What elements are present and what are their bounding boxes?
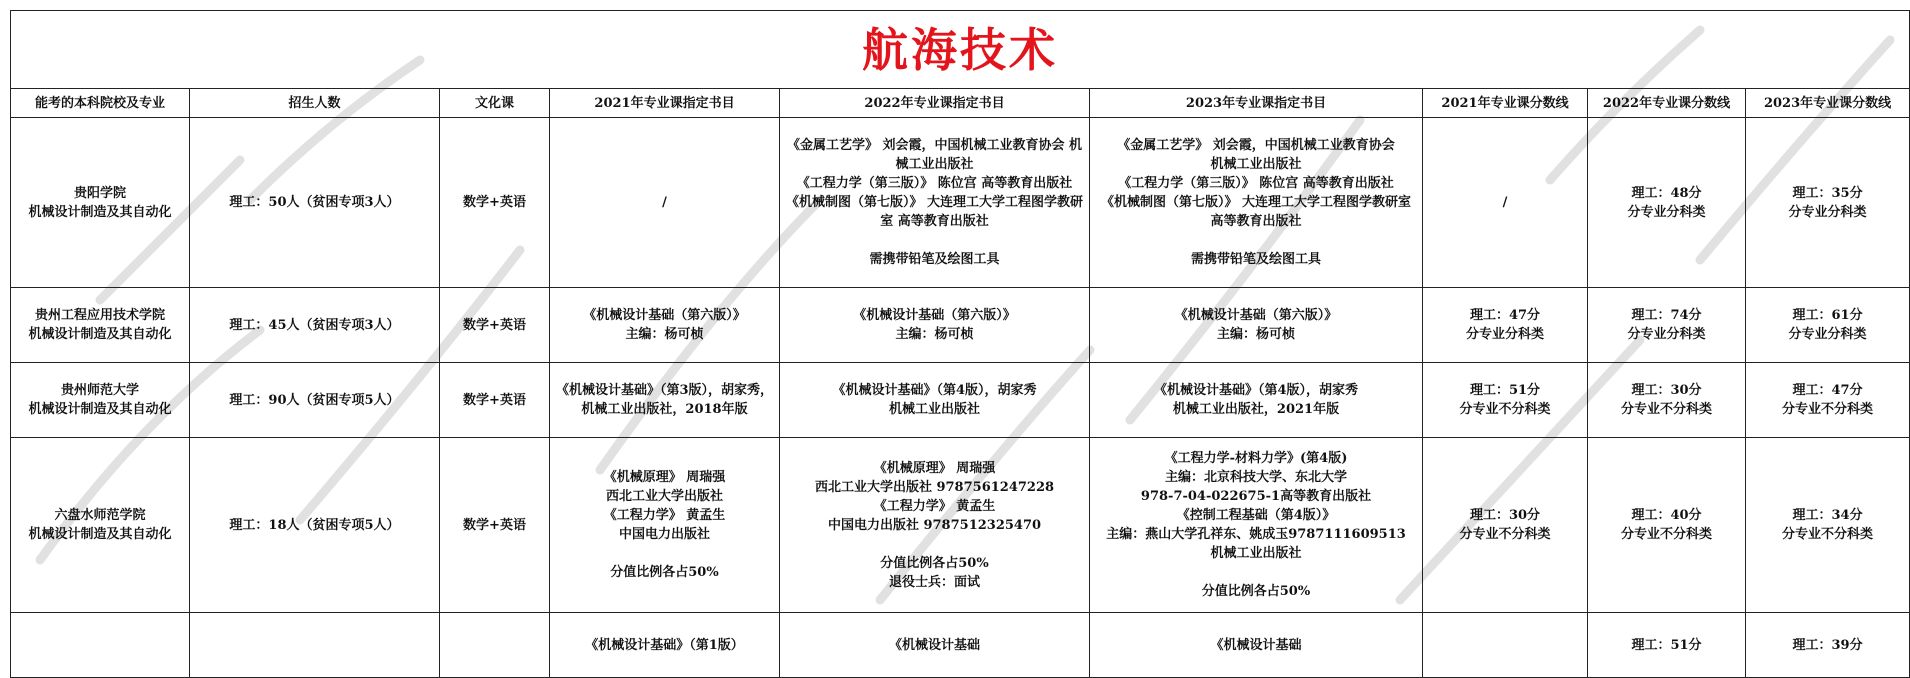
table-cell: 《机械设计基础	[780, 613, 1090, 678]
table-cell: 理工：30分 分专业不分科类	[1588, 363, 1746, 438]
header-cell: 文化课	[440, 89, 550, 118]
table-cell: 理工：34分 分专业不分科类	[1746, 438, 1910, 613]
table-cell: 理工：61分 分专业分科类	[1746, 288, 1910, 363]
table-cell: /	[1423, 118, 1588, 288]
table-cell: 《机械原理》 周瑞强 西北工业大学出版社 《工程力学》 黄孟生 中国电力出版社 分值比例各占50%	[550, 438, 780, 613]
table-cell: 理工：35分 分专业分科类	[1746, 118, 1910, 288]
table-cell: 六盘水师范学院 机械设计制造及其自动化	[11, 438, 190, 613]
table-cell	[11, 613, 190, 678]
header-cell: 2023年专业课指定书目	[1090, 89, 1423, 118]
header-cell: 2021年专业课指定书目	[550, 89, 780, 118]
table-cell	[440, 613, 550, 678]
header-cell: 招生人数	[190, 89, 440, 118]
table-cell: 《机械设计基础（第六版）》 主编：杨可桢	[780, 288, 1090, 363]
table-cell: 数学+英语	[440, 363, 550, 438]
table-cell: 贵阳学院 机械设计制造及其自动化	[11, 118, 190, 288]
table-row	[11, 438, 1910, 613]
table-cell: 理工：74分 分专业分科类	[1588, 288, 1746, 363]
table-cell: 《金属工艺学》 刘会霞，中国机械工业教育协会 机械工业出版社 《工程力学（第三版）》 陈位宫 高等教育出版社 《机械制图（第七版）》 大连理工大学工程图学教研室 高等教育出版社 需携带铅笔及绘图工具	[780, 118, 1090, 288]
table-cell: 贵州工程应用技术学院 机械设计制造及其自动化	[11, 288, 190, 363]
table-row	[11, 363, 1910, 438]
table-cell: 《机械原理》 周瑞强 西北工业大学出版社 9787561247228 《工程力学》 黄孟生 中国电力出版社 9787512325470 分值比例各占50% 退役士兵：面试	[780, 438, 1090, 613]
header-row	[11, 89, 1910, 118]
table-cell: 《机械设计基础》（第1版）	[550, 613, 780, 678]
table-cell	[190, 613, 440, 678]
table-cell: 理工：40分 分专业不分科类	[1588, 438, 1746, 613]
table-cell: /	[550, 118, 780, 288]
table-cell: 理工：47分 分专业分科类	[1423, 288, 1588, 363]
table-cell: 理工：39分	[1746, 613, 1910, 678]
table-cell: 理工：48分 分专业分科类	[1588, 118, 1746, 288]
table-cell: 理工：18人（贫困专项5人）	[190, 438, 440, 613]
table-cell: 数学+英语	[440, 118, 550, 288]
table-cell: 理工：30分 分专业不分科类	[1423, 438, 1588, 613]
table-cell: 《机械设计基础	[1090, 613, 1423, 678]
table-cell: 理工：47分 分专业不分科类	[1746, 363, 1910, 438]
table-cell: 理工：50人（贫困专项3人）	[190, 118, 440, 288]
table-row	[11, 613, 1910, 678]
table-row	[11, 118, 1910, 288]
table-cell: 数学+英语	[440, 288, 550, 363]
table-cell: 贵州师范大学 机械设计制造及其自动化	[11, 363, 190, 438]
table-cell: 理工：45人（贫困专项3人）	[190, 288, 440, 363]
table-cell: 《工程力学-材料力学》(第4版) 主编：北京科技大学、东北大学 978-7-04-022675-1高等教育出版社 《控制工程基础（第4版）》 主编：燕山大学孔祥东、姚成玉9787111609513 机械工业出版社 分值比例各占50%	[1090, 438, 1423, 613]
table-cell: 《机械设计基础（第六版）》 主编：杨可桢	[550, 288, 780, 363]
header-cell: 能考的本科院校及专业	[11, 89, 190, 118]
admission-table	[10, 10, 1910, 678]
table-cell: 《机械设计基础》（第4版），胡家秀 机械工业出版社	[780, 363, 1090, 438]
header-cell: 2022年专业课分数线	[1588, 89, 1746, 118]
header-cell: 2023年专业课分数线	[1746, 89, 1910, 118]
header-cell: 2021年专业课分数线	[1423, 89, 1588, 118]
table-cell: 《机械设计基础（第六版）》 主编：杨可桢	[1090, 288, 1423, 363]
table-row	[11, 288, 1910, 363]
table-cell: 《金属工艺学》 刘会霞，中国机械工业教育协会 机械工业出版社 《工程力学（第三版）》 陈位宫 高等教育出版社 《机械制图（第七版）》 大连理工大学工程图学教研室 高等教育出版社 需携带铅笔及绘图工具	[1090, 118, 1423, 288]
page-title: 航海技术	[11, 11, 1910, 89]
header-cell: 2022年专业课指定书目	[780, 89, 1090, 118]
table-cell: 理工：51分 分专业不分科类	[1423, 363, 1588, 438]
table-cell: 《机械设计基础》（第3版），胡家秀，机械工业出版社，2018年版	[550, 363, 780, 438]
table-cell: 数学+英语	[440, 438, 550, 613]
table-cell: 理工：90人（贫困专项5人）	[190, 363, 440, 438]
table-cell	[1423, 613, 1588, 678]
table-cell: 《机械设计基础》（第4版），胡家秀 机械工业出版社，2021年版	[1090, 363, 1423, 438]
table-cell: 理工：51分	[1588, 613, 1746, 678]
